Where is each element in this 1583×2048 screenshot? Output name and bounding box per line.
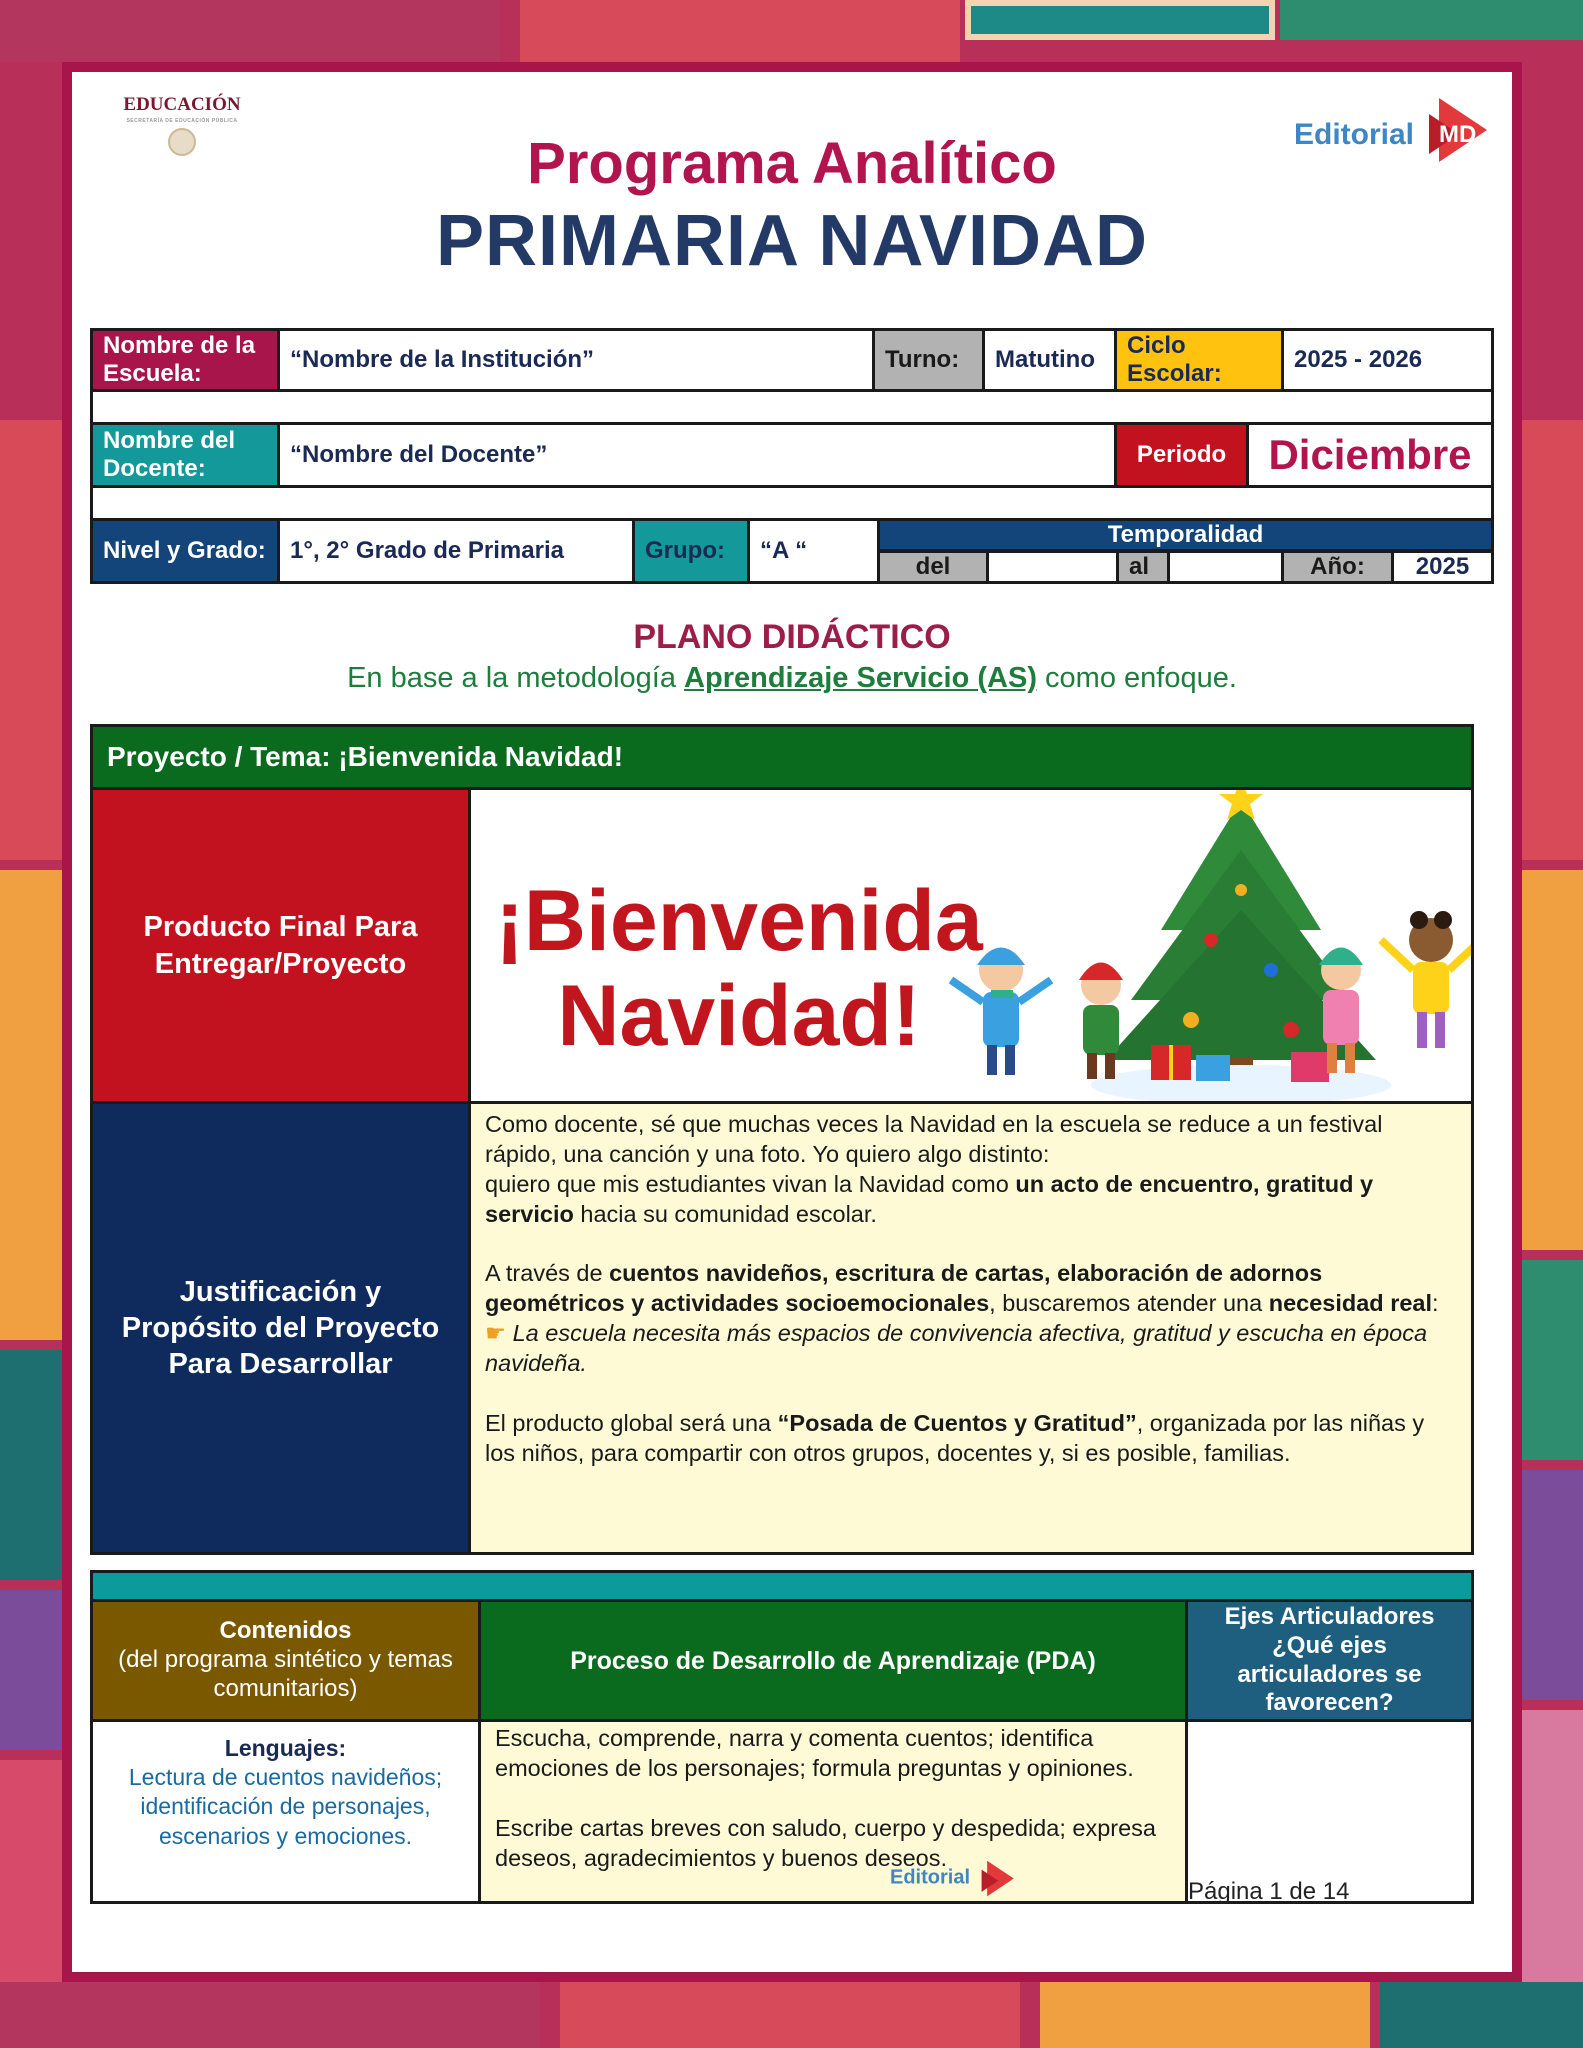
bg-tile [1522,420,1583,860]
bg-tile [1280,0,1583,40]
bg-tile [560,1982,1020,2048]
just-text: Como docente, sé que muchas veces la Navidad en la escuela se reduce a un festival rápido, una canción y una foto. Yo quiero algo distinto: [485,1111,1383,1167]
bg-tile [520,0,960,62]
periodo-label: Periodo [1114,422,1249,488]
producto-label: Producto Final Para Entregar/Proyecto [90,787,471,1104]
plano-methodology-link: Aprendizaje Servicio (AS) [684,662,1037,694]
plano-subtitle [72,662,1512,695]
bg-tile [1380,1982,1583,2048]
pointing-hand-icon: ☛ [485,1320,507,1347]
welcome-image [468,787,1474,1104]
just-bold: un acto de encuentro, gratitud y servicio [485,1170,1374,1227]
welcome-line-2: Navidad! [557,967,921,1064]
al-value[interactable] [1167,550,1284,584]
document-page [62,62,1522,1982]
ciclo-value: 2025 - 2026 [1281,328,1494,392]
bg-tile [1522,1260,1583,1460]
pda-cell [478,1719,1188,1904]
seal-subtitle: SECRETARÍA DE EDUCACIÓN PÚBLICA [126,118,238,124]
just-text: hacia su comunidad escolar. [573,1200,877,1227]
just-paragraph-3 [485,1409,1457,1469]
anio-label: Año: [1281,550,1394,584]
bg-tile [1040,1982,1370,2048]
just-bold: “Posada de Cuentos y Gratitud” [777,1409,1137,1436]
footer-logo [890,1858,1016,1898]
bg-tile [0,420,62,860]
plano-subtitle-post: como enfoque. [1036,662,1237,694]
just-text: : [1432,1290,1439,1317]
bg-tile [0,870,62,1340]
spacer-row [90,392,1494,422]
spacer-row [90,488,1494,518]
just-text: El producto global será una [485,1409,778,1436]
justificacion-text [468,1101,1474,1555]
page-subtitle: PRIMARIA NAVIDAD [436,201,1148,281]
christmas-illustration-icon [941,787,1474,1104]
escuela-label: Nombre de la Escuela: [90,328,280,392]
just-text: A través de [485,1260,610,1287]
seal-title: EDUCACIÓN [123,94,241,115]
just-paragraph-1 [485,1110,1457,1229]
anio-value: 2025 [1391,550,1494,584]
pda-text-1: Escucha, comprende, narra y comenta cuentos; identifica emociones de los personajes; formula preguntas y opiniones. [495,1725,1134,1781]
bg-tile [0,1590,62,1750]
periodo-value: Diciembre [1246,422,1494,488]
bg-tile [965,0,1275,40]
escuela-value: “Nombre de la Institución” [277,328,875,392]
contenido-cell [90,1719,481,1904]
contenido-text: Lectura de cuentos navideños; identificación de personajes, escenarios y emociones. [128,1764,443,1849]
pda-header: Proceso de Desarrollo de Aprendizaje (PDA) [478,1599,1188,1722]
just-bold: cuentos navideños, escritura de cartas, elaboración de adornos geométricos y actividades socioemocionales [485,1260,1323,1317]
pda-text-2: Escribe cartas breves con saludo, cuerpo y despedida; expresa deseos, agradecimientos y buenos deseos. [495,1814,1156,1871]
bg-tile [0,0,500,62]
del-value[interactable] [986,550,1119,584]
plano-title: PLANO DIDÁCTICO [633,618,951,656]
contenidos-subtitle: (del programa sintético y temas comunitarios) [118,1646,453,1702]
footer-logo-mark-icon [976,1858,1016,1898]
bg-tile [0,1982,540,2048]
bg-tile [1522,1470,1583,1700]
contenidos-title: Contenidos [219,1617,352,1645]
nivel-value: 1°, 2° Grado de Primaria [277,518,635,584]
just-text: quiero que mis estudiantes vivan la Navidad como [485,1170,1016,1197]
docente-label: Nombre del Docente: [90,422,280,488]
ejes-cell[interactable] [1185,1719,1474,1904]
plano-subtitle-pre: En base a la metodología [347,662,685,694]
proyecto-tema: Proyecto / Tema: ¡Bienvenida Navidad! [90,724,1474,790]
turno-value: Matutino [982,328,1117,392]
justificacion-label: Justificación y Propósito del Proyecto Para Desarrollar [90,1101,471,1555]
just-bold: necesidad real [1268,1290,1433,1317]
teal-divider [90,1570,1474,1602]
footer-logo-text: Editorial [890,1866,971,1889]
page-number: Página 1 de 14 [1188,1878,1350,1905]
just-text: , organizada por las niñas y los niños, para compartir con otros grupos, docentes y, si es posible, familias. [485,1409,1425,1466]
welcome-line-1: ¡Bienvenida [495,873,983,969]
just-italic: La escuela necesita más espacios de convivencia afectiva, gratitud y escucha en época navideña. [485,1320,1428,1376]
bg-tile [1522,870,1583,1250]
just-paragraph-2 [485,1259,1457,1378]
docente-value: “Nombre del Docente” [277,422,1117,488]
welcome-text [479,874,999,1063]
just-text: , buscaremos atender una [989,1290,1269,1317]
nivel-label: Nivel y Grado: [90,518,280,584]
editorial-logo-text: Editorial [1294,118,1415,151]
del-label: del [877,550,989,584]
page-title: Programa Analítico [527,131,1057,196]
ejes-header: Ejes Articuladores ¿Qué ejes articuladores se favorecen? [1185,1599,1474,1722]
ciclo-label: Ciclo Escolar: [1114,328,1284,392]
bg-tile [0,1350,62,1580]
grupo-value: “A “ [747,518,880,584]
editorial-logo-mark-text: MD [1439,121,1477,148]
al-label: al [1116,550,1170,584]
grupo-label: Grupo: [632,518,750,584]
temporalidad-label: Temporalidad [877,518,1494,552]
turno-label: Turno: [872,328,985,392]
contenidos-header [90,1599,481,1722]
campo-formativo: Lenguajes: [224,1735,347,1761]
